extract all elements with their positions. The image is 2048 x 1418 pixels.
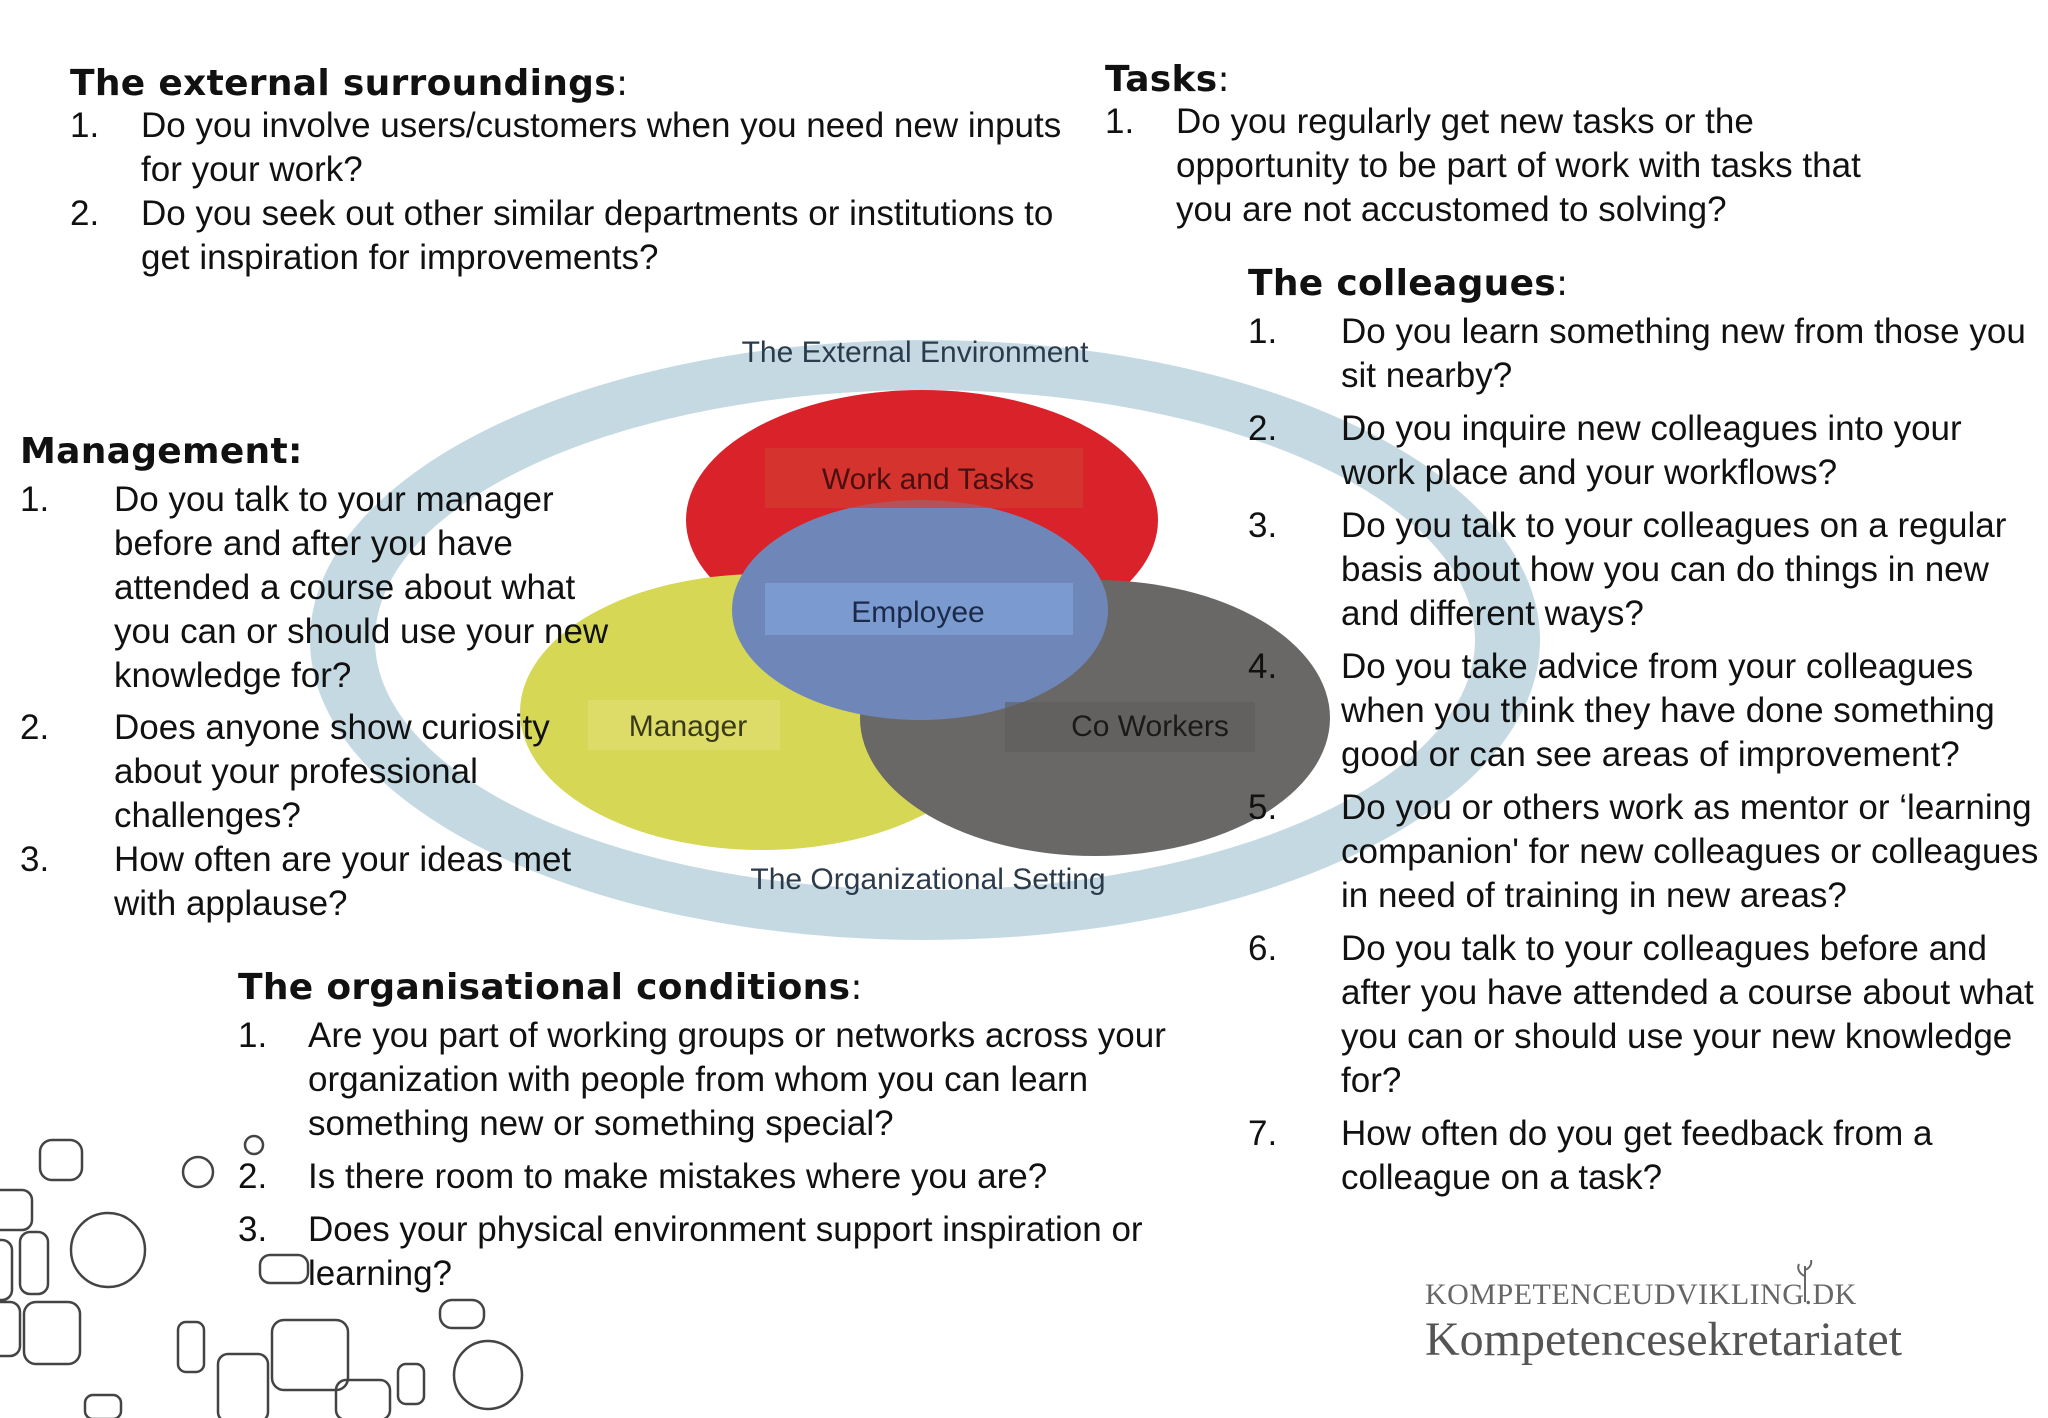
item-number: 3. bbox=[1248, 506, 1278, 545]
item-text: Is there room to make mistakes where you are? bbox=[308, 1157, 1048, 1196]
item-text: How often are your ideas met with applause? bbox=[114, 840, 572, 923]
item-text: Do you take advice from your colleagues when you think they have done something good or can see areas of improvement? bbox=[1341, 647, 1995, 774]
management-heading: Management: bbox=[20, 431, 303, 472]
item-number: 1. bbox=[1105, 102, 1135, 141]
list-item bbox=[70, 192, 1070, 280]
colleagues-list bbox=[1248, 310, 2043, 1200]
work-and-tasks-label: Work and Tasks bbox=[821, 463, 1035, 496]
list-item bbox=[1248, 927, 2043, 1103]
item-number: 3. bbox=[238, 1210, 268, 1249]
item-text: Do you talk to your manager before and after you have attended a course about what you can or should use your new knowledge for? bbox=[114, 480, 609, 695]
list-item bbox=[1248, 504, 2043, 636]
list-item bbox=[20, 838, 620, 926]
list-item bbox=[20, 478, 620, 698]
list-item bbox=[238, 1208, 1188, 1296]
item-number: 3. bbox=[20, 840, 50, 879]
item-number: 1. bbox=[238, 1016, 268, 1055]
logo-name: Kompetencesekretariatet bbox=[1425, 1313, 1903, 1366]
item-text: Does anyone show curiosity about your professional challenges? bbox=[114, 708, 550, 835]
item-number: 1. bbox=[20, 480, 50, 519]
item-text: Do you talk to your colleagues before and after you have attended a course about what you can or should use your new knowledge for? bbox=[1341, 929, 2034, 1100]
list-item bbox=[1248, 786, 2043, 918]
item-number: 2. bbox=[1248, 409, 1278, 448]
item-text: Does your physical environment support inspiration or learning? bbox=[308, 1210, 1143, 1293]
item-number: 5. bbox=[1248, 788, 1278, 827]
item-text: How often do you get feedback from a colleague on a task? bbox=[1341, 1114, 1933, 1197]
employee-label: Employee bbox=[851, 596, 985, 629]
list-item bbox=[1105, 100, 1905, 232]
colleagues-heading bbox=[1248, 264, 2043, 304]
kompetencesekretariatet-logo bbox=[1425, 1278, 1965, 1368]
organisational-conditions-heading bbox=[238, 968, 1198, 1008]
item-text: Do you involve users/customers when you need new inputs for your work? bbox=[141, 106, 1062, 189]
item-number: 2. bbox=[238, 1157, 268, 1196]
colleagues-title: The colleagues bbox=[1248, 263, 1557, 304]
external-environment-label: The External Environment bbox=[741, 336, 1089, 369]
list-item bbox=[238, 1014, 1188, 1146]
item-number: 1. bbox=[70, 106, 100, 145]
organisational-conditions-section bbox=[238, 968, 1198, 1296]
sprout-icon bbox=[1793, 1258, 1817, 1302]
management-section bbox=[20, 432, 620, 926]
tasks-heading bbox=[1105, 60, 1925, 100]
tasks-list bbox=[1105, 100, 1905, 232]
tasks-title: Tasks bbox=[1105, 59, 1218, 100]
item-number: 2. bbox=[70, 194, 100, 233]
list-item bbox=[1248, 645, 2043, 777]
tasks-section bbox=[1105, 60, 1925, 232]
external-surroundings-title: The external surroundings bbox=[70, 63, 616, 104]
item-number: 1. bbox=[1248, 312, 1278, 351]
item-text: Do you inquire new colleagues into your work place and your workflows? bbox=[1341, 409, 1962, 492]
external-surroundings-section bbox=[70, 64, 1070, 280]
item-text: Do you talk to your colleagues on a regular basis about how you can do things in new and different ways? bbox=[1341, 506, 2007, 633]
item-text: Do you regularly get new tasks or the opportunity to be part of work with tasks that you are not accustomed to solving? bbox=[1176, 102, 1861, 229]
organisational-conditions-colon: : bbox=[850, 967, 863, 1008]
organisational-conditions-list bbox=[238, 1014, 1188, 1296]
external-surroundings-heading bbox=[70, 64, 1070, 104]
item-text: Do you or others work as mentor or ‘learning companion' for new colleagues or colleagues in need of training in new areas? bbox=[1341, 788, 2039, 915]
list-item bbox=[1248, 407, 2043, 495]
external-surroundings-list bbox=[70, 104, 1070, 280]
list-item bbox=[20, 706, 620, 838]
organizational-setting-label: The Organizational Setting bbox=[750, 863, 1106, 896]
list-item bbox=[70, 104, 1070, 192]
item-number: 7. bbox=[1248, 1114, 1278, 1153]
colleagues-section bbox=[1248, 264, 2043, 1200]
colleagues-colon: : bbox=[1556, 263, 1569, 304]
management-list bbox=[20, 478, 620, 926]
item-text: Do you seek out other similar departments or institutions to get inspiration for improvements? bbox=[141, 194, 1054, 277]
item-text: Do you learn something new from those you sit nearby? bbox=[1341, 312, 2026, 395]
list-item bbox=[238, 1155, 1188, 1199]
tasks-colon: : bbox=[1217, 59, 1230, 100]
manager-label: Manager bbox=[628, 710, 748, 743]
external-surroundings-colon: : bbox=[615, 63, 629, 104]
item-text: Are you part of working groups or networks across your organization with people from whom you can learn something new or something special? bbox=[308, 1016, 1166, 1143]
item-number: 4. bbox=[1248, 647, 1278, 686]
item-number: 2. bbox=[20, 708, 50, 747]
logo-url: KOMPETENCEUDVIKLING.DK bbox=[1425, 1278, 1857, 1311]
list-item bbox=[1248, 1112, 2043, 1200]
list-item bbox=[1248, 310, 2043, 398]
organisational-conditions-title: The organisational conditions bbox=[238, 967, 851, 1008]
co-workers-label: Co Workers bbox=[1071, 710, 1229, 743]
item-number: 6. bbox=[1248, 929, 1278, 968]
